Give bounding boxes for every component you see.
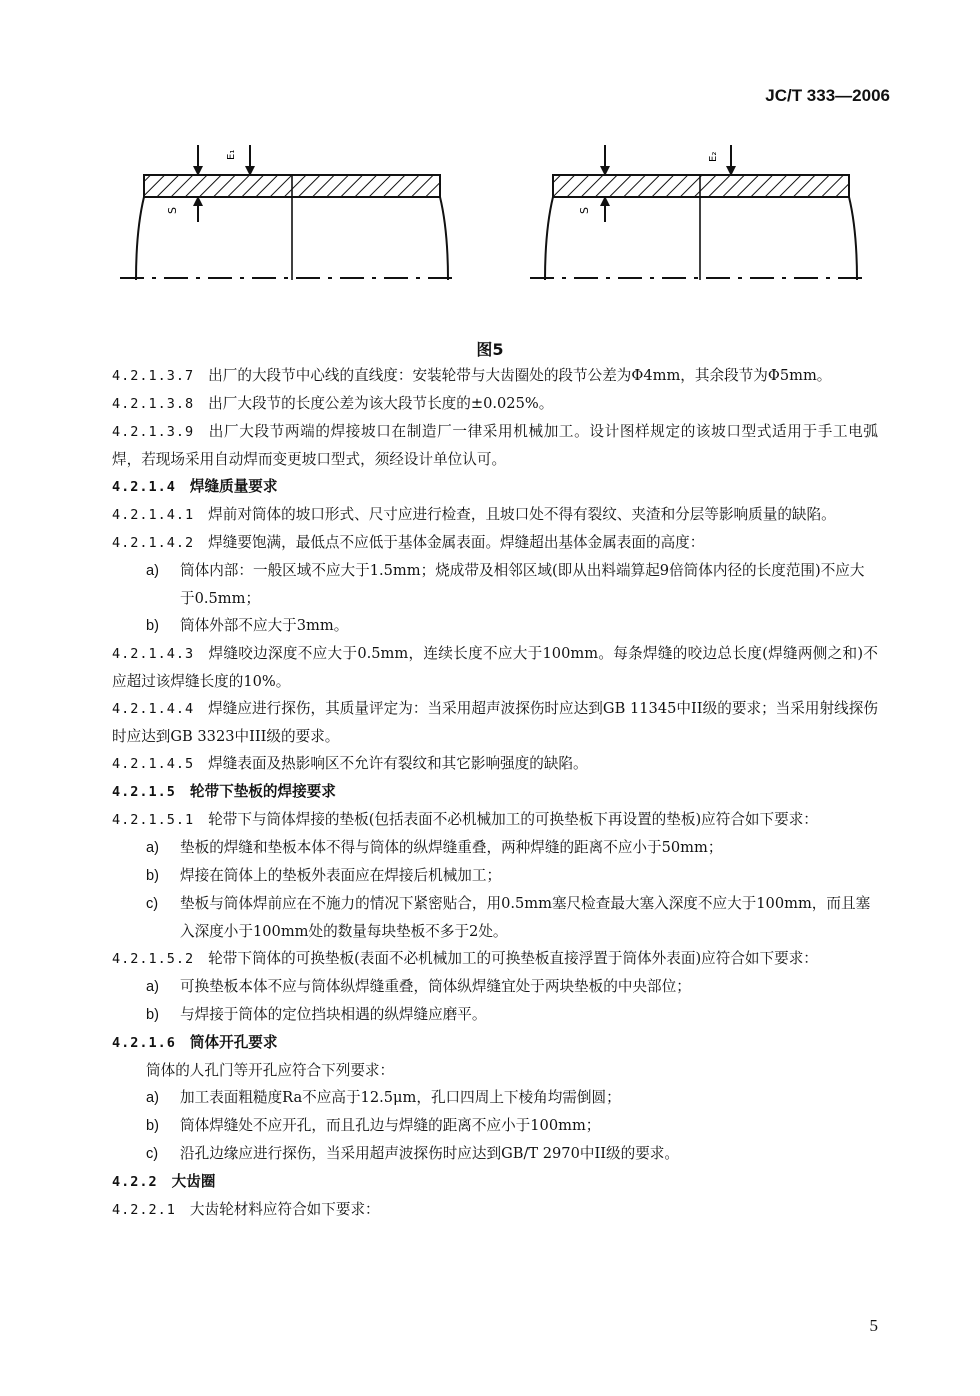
- list-item: a) 筒体内部：一般区域不应大于1.5mm；烧成带及相邻区域(即从出料端算起9倍筒体内径的长度范围)不应大于0.5mm；: [146, 562, 865, 607]
- clause-4-2-1-6-intro: 筒体的人孔门等开孔应符合下列要求：: [146, 1062, 395, 1079]
- clause-4-2-1-4-3: 4.2.1.4.3 焊缝咬边深度不应大于0.5mm，连续长度不应大于100mm。每条焊缝的咬边总长度(焊缝两侧之和)不应超过该焊缝长度的10%。: [112, 645, 878, 690]
- clause-4-2-1-3-7: 4.2.1.3.7 出厂的大段节中心线的直线度：安装轮带与大齿圈处的段节公差为Φ4mm，其余段节为Φ5mm。: [112, 367, 832, 384]
- clause-4-2-1-5-1: 4.2.1.5.1 轮带下与筒体焊接的垫板(包括表面不必机械加工的可换垫板下再设置的垫板)应符合如下要求：: [112, 811, 818, 828]
- label-s-left: S: [166, 207, 179, 214]
- right-weld-sketch: [530, 145, 870, 280]
- list-item: a) 加工表面粗糙度Ra不应高于12.5μm，孔口四周上下棱角均需倒圆；: [146, 1089, 621, 1106]
- clause-4-2-1-5-2: 4.2.1.5.2 轮带下筒体的可换垫板(表面不必机械加工的可换垫板直接浮置于筒体外表面)应符合如下要求：: [112, 950, 818, 967]
- label-e1: E₁: [226, 149, 237, 160]
- clause-4-2-1-4-2: 4.2.1.4.2 焊缝要饱满，最低点不应低于基体金属表面。焊缝超出基体金属表面的高度：: [112, 534, 705, 551]
- list-item: b) 焊接在筒体上的垫板外表面应在焊接后机械加工；: [146, 867, 502, 884]
- list-item: c) 沿孔边缘应进行探伤，当采用超声波探伤时应达到GB/T 2970中II级的要求。: [146, 1145, 679, 1162]
- list-item: b) 筒体外部不应大于3mm。: [146, 617, 349, 634]
- list-item: c) 垫板与筒体焊前应在不施力的情况下紧密贴合，用0.5mm塞尺检查最大塞入深度不应大于100mm，而且塞入深度小于100mm处的数量每块垫板不多于2处。: [146, 895, 871, 940]
- clause-4-2-1-3-8: 4.2.1.3.8 出厂大段节的长度公差为该大段节长度的±0.025%。: [112, 395, 554, 412]
- left-weld-sketch: [120, 145, 460, 280]
- clause-4-2-1-4-1: 4.2.1.4.1 焊前对筒体的坡口形式、尺寸应进行检查，且坡口处不得有裂纹、夹渣和分层等影响质量的缺陷。: [112, 506, 836, 523]
- label-s-right: S: [578, 207, 591, 214]
- document-body: [112, 362, 878, 1224]
- heading-4-2-1-5: 4.2.1.5 轮带下垫板的焊接要求: [112, 783, 336, 800]
- heading-4-2-2: 4.2.2 大齿圈: [112, 1173, 216, 1190]
- label-e2: E₂: [708, 151, 719, 162]
- page-number: 5: [869, 1316, 878, 1335]
- clause-4-2-1-3-9: 4.2.1.3.9 出厂大段节两端的焊接坡口在制造厂一律采用机械加工。设计图样规定的该坡口型式适用于手工电弧焊，若现场采用自动焊而变更坡口型式，须经设计单位认可。: [112, 423, 878, 468]
- clause-4-2-1-4-4: 4.2.1.4.4 焊缝应进行探伤，其质量评定为：当采用超声波探伤时应达到GB 11345中II级的要求；当采用射线探伤时应达到GB 3323中III级的要求。: [112, 700, 878, 745]
- document-code: JC/T 333—2006: [765, 86, 890, 105]
- clause-4-2-1-4-5: 4.2.1.4.5 焊缝表面及热影响区不允许有裂纹和其它影响强度的缺陷。: [112, 755, 588, 772]
- heading-4-2-1-4: 4.2.1.4 焊缝质量要求: [112, 478, 278, 495]
- heading-4-2-1-6: 4.2.1.6 筒体开孔要求: [112, 1034, 278, 1051]
- weld-figure: [110, 130, 880, 330]
- list-item: b) 与焊接于筒体的定位挡块相遇的纵焊缝应磨平。: [146, 1006, 487, 1023]
- list-item: a) 垫板的焊缝和垫板本体不得与筒体的纵焊缝重叠，两种焊缝的距离不应小于50mm；: [146, 839, 723, 856]
- list-item: a) 可换垫板本体不应与筒体纵焊缝重叠，筒体纵焊缝宜处于两块垫板的中央部位；: [146, 978, 691, 995]
- figure-caption: 图5: [476, 340, 504, 359]
- clause-4-2-2-1: 4.2.2.1 大齿轮材料应符合如下要求：: [112, 1201, 380, 1218]
- list-item: b) 筒体焊缝处不应开孔，而且孔边与焊缝的距离不应小于100mm；: [146, 1117, 601, 1134]
